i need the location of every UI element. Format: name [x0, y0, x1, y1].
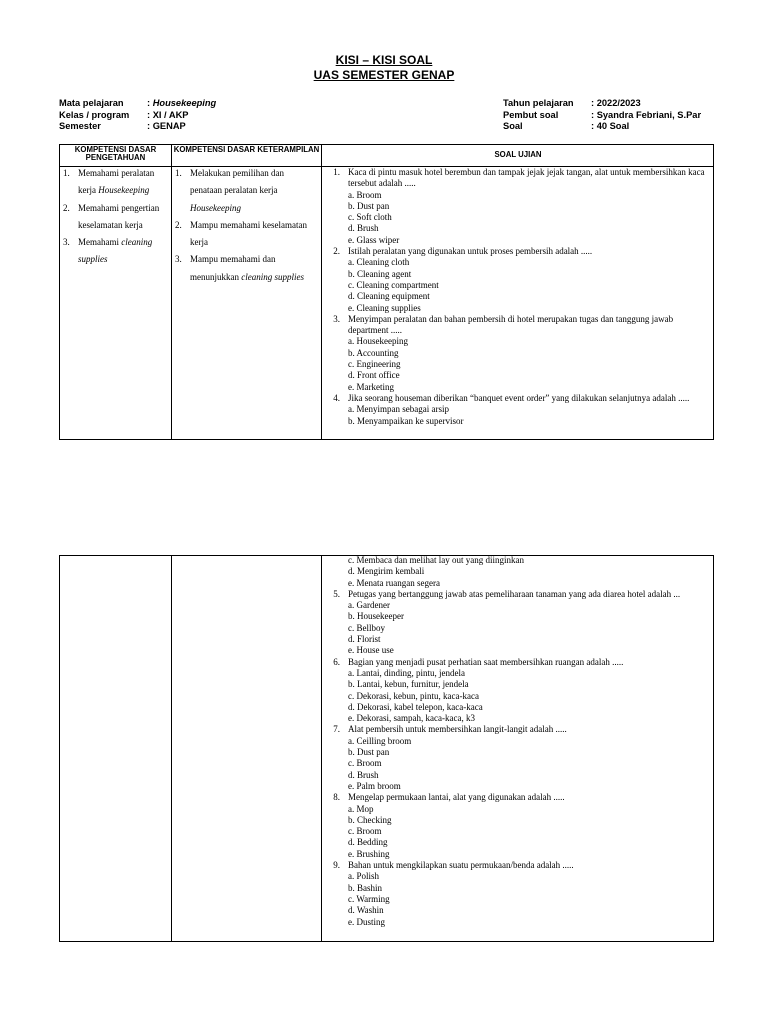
answer-option: c. Membaca dan melihat lay out yang diinginkan: [348, 555, 524, 565]
answer-option: d. Front office: [348, 370, 400, 381]
question-number: 3.: [333, 313, 340, 324]
answer-option: d. Cleaning equipment: [348, 291, 430, 302]
answer-option: b. Dust pan: [348, 200, 390, 211]
meta-right-value: : 2022/2023: [591, 98, 641, 108]
question-number: 8.: [333, 792, 340, 803]
answer-option: d. Dekorasi, kabel telepon, kaca-kaca: [348, 701, 483, 712]
kd-pengetahuan-item: [63, 234, 166, 269]
question-number: 2.: [333, 246, 340, 257]
answer-option: e. Cleaning supplies: [348, 302, 421, 313]
document-title: KISI – KISI SOAL: [335, 53, 433, 67]
document-subtitle: UAS SEMESTER GENAP: [313, 68, 455, 82]
kd-pengetahuan-number: 2.: [63, 202, 70, 213]
answer-option: c. Broom: [348, 826, 382, 837]
meta-left-value: : GENAP: [147, 121, 186, 132]
answer-option: e. Dekorasi, sampah, kaca-kaca, k3: [348, 713, 475, 724]
header-kd-pengetahuan: KOMPETENSI DASAR PENGETAHUAN: [74, 145, 157, 163]
meta-right-row: [503, 121, 701, 133]
meta-left-row: [59, 110, 216, 122]
answer-option: a. Housekeeping: [348, 336, 408, 347]
answer-option: c. Broom: [348, 758, 382, 769]
question-text: Bagian yang menjadi pusat perhatian saat membersihkan ruangan adalah .....: [348, 656, 624, 667]
question: [324, 860, 710, 871]
kd-keterampilan-text: Melakukan pemilihan dan penataan peralatan kerja Housekeeping: [190, 168, 284, 213]
header-soal-ujian: SOAL UJIAN: [494, 150, 542, 159]
answer-option: c. Dekorasi, kebun, pintu, kaca-kaca: [348, 690, 479, 701]
question-text: Jika seorang houseman diberikan “banquet event order” yang dilakukan selanjutnya adalah .....: [348, 392, 690, 403]
meta-left: [59, 98, 216, 133]
answer-option: a. Cleaning cloth: [348, 257, 410, 268]
answer-option: e. Menata ruangan segera: [348, 577, 440, 588]
question-text: Bahan untuk mengkilapkan suatu permukaan/benda adalah .....: [348, 860, 574, 871]
soal-list-page2: [324, 555, 710, 928]
colon: :: [147, 109, 153, 120]
meta-right-row: [503, 110, 701, 122]
question-number: 6.: [333, 656, 340, 667]
kd-pengetahuan-item: [63, 165, 166, 200]
meta-right-row: [503, 98, 701, 110]
answer-option: d. Brush: [348, 223, 379, 234]
colon: :: [147, 98, 153, 108]
question-text: Kaca di pintu masuk hotel berembun dan tampak jejak jejak tangan, alat untuk membersihkan kaca tersebut adalah .....: [348, 167, 705, 189]
question-text: Menyimpan peralatan dan bahan pembersih di hotel merupakan tugas dan tanggung jawab department .....: [348, 313, 674, 336]
kd-keterampilan-number: 1.: [175, 168, 182, 178]
question-number: 9.: [333, 860, 340, 871]
question: [324, 657, 710, 668]
kisi-table-page1: [59, 144, 714, 440]
answer-option: c. Soft cloth: [348, 212, 392, 223]
kd-pengetahuan-item: [63, 200, 166, 235]
answer-option: a. Mop: [348, 803, 374, 814]
answer-option: e. Marketing: [348, 381, 394, 392]
answer-option: b. Dust pan: [348, 747, 390, 758]
kd-keterampilan-item: [175, 165, 316, 217]
answer-option: a. Polish: [348, 871, 380, 882]
answer-option: d. Florist: [348, 634, 381, 645]
question-number: 1.: [333, 167, 340, 177]
question-text: Istilah peralatan yang digunakan untuk proses pembersih adalah .....: [348, 246, 593, 257]
answer-option: b. Checking: [348, 814, 392, 825]
meta-left-label: Mata pelajaran: [59, 98, 124, 108]
kd-keterampilan-text: Mampu memahami dan menunjukkan cleaning supplies: [190, 254, 304, 282]
question: [324, 589, 710, 600]
answer-option: d. Washin: [348, 905, 384, 916]
question: [324, 792, 710, 803]
answer-option: b. Menyampaikan ke supervisor: [348, 415, 464, 426]
answer-option: c. Bellboy: [348, 622, 385, 633]
colon: :: [591, 98, 597, 108]
question-text: Petugas yang bertanggung jawab atas pemeliharaan tanaman yang ada diarea hotel adalah ...: [348, 588, 681, 599]
answer-option: b. Accounting: [348, 347, 399, 358]
kd-keterampilan-item: [175, 251, 316, 286]
answer-option: a. Ceilling broom: [348, 735, 412, 746]
meta-left-label: Semester: [59, 121, 101, 132]
answer-option: d. Bedding: [348, 837, 388, 848]
kd-keterampilan-item: [175, 217, 316, 252]
answer-option: c. Warming: [348, 893, 390, 904]
meta-left-label: Kelas / program: [59, 109, 130, 120]
kd-pengetahuan-number: 3.: [63, 237, 70, 248]
answer-option: e. Glass wiper: [348, 234, 400, 245]
question: [324, 167, 710, 190]
question: [324, 393, 710, 404]
question: [324, 246, 710, 257]
meta-left-value: : XI / AKP: [147, 109, 189, 120]
answer-option: e. Palm broom: [348, 780, 401, 791]
answer-option: b. Bashin: [348, 882, 383, 893]
meta-right-value: : Syandra Febriani, S.Par: [591, 109, 702, 120]
kd-keterampilan-number: 3.: [175, 254, 182, 265]
answer-option: c. Cleaning compartment: [348, 279, 439, 290]
kd-pengetahuan-number: 1.: [63, 168, 70, 178]
colon: :: [591, 109, 597, 120]
answer-option: e. Brushing: [348, 848, 390, 859]
question-number: 5.: [333, 588, 340, 599]
answer-option: e. House use: [348, 645, 394, 656]
meta-left-value: : Housekeeping: [147, 98, 217, 108]
answer-option: a. Menyimpan sebagai arsip: [348, 404, 449, 415]
kd-pengetahuan-list: [63, 165, 166, 269]
kd-pengetahuan-text: Memahami cleaning supplies: [78, 237, 153, 265]
meta-right-label: Pembut soal: [503, 109, 559, 120]
meta-right-value: : 40 Soal: [591, 121, 630, 132]
question: [324, 724, 710, 735]
question-number: 7.: [333, 724, 340, 735]
kd-keterampilan-list: [175, 165, 316, 286]
meta-right: [503, 98, 701, 133]
answer-option: b. Lantai, kebun, furnitur, jendela: [348, 679, 469, 690]
answer-option: a. Gardener: [348, 600, 390, 611]
header-kd-keterampilan: KOMPETENSI DASAR KETERAMPILAN: [173, 145, 320, 154]
answer-option: b. Cleaning agent: [348, 268, 412, 279]
question-number: 4.: [333, 392, 340, 403]
question: [324, 314, 710, 337]
colon: :: [591, 121, 597, 132]
meta-right-label: Soal: [503, 121, 523, 132]
answer-option: d. Brush: [348, 769, 379, 780]
answer-option: a. Lantai, dinding, pintu, jendela: [348, 667, 465, 678]
answer-option: c. Engineering: [348, 359, 401, 370]
answer-option: d. Mengirim kembali: [348, 566, 425, 577]
answer-option: e. Dusting: [348, 916, 385, 927]
answer-option: a. Broom: [348, 189, 382, 200]
meta-left-row: [59, 121, 216, 133]
kd-pengetahuan-text: Memahami peralatan kerja Housekeeping: [78, 168, 155, 196]
question-text: Alat pembersih untuk membersihkan langit-langit adalah .....: [348, 724, 567, 735]
kd-pengetahuan-text: Memahami pengertian keselamatan kerja: [78, 202, 160, 230]
kd-keterampilan-number: 2.: [175, 219, 182, 230]
soal-list-page1: [324, 167, 710, 427]
meta-left-row: [59, 98, 216, 110]
kisi-table-page2: [59, 555, 714, 942]
colon: :: [147, 121, 153, 132]
question-text: Mengelap permukaan lantai, alat yang digunakan adalah .....: [348, 792, 565, 803]
answer-option: b. Housekeeper: [348, 611, 404, 622]
kd-keterampilan-text: Mampu memahami keselamatan kerja: [190, 219, 307, 248]
meta-right-label: Tahun pelajaran: [503, 98, 574, 108]
